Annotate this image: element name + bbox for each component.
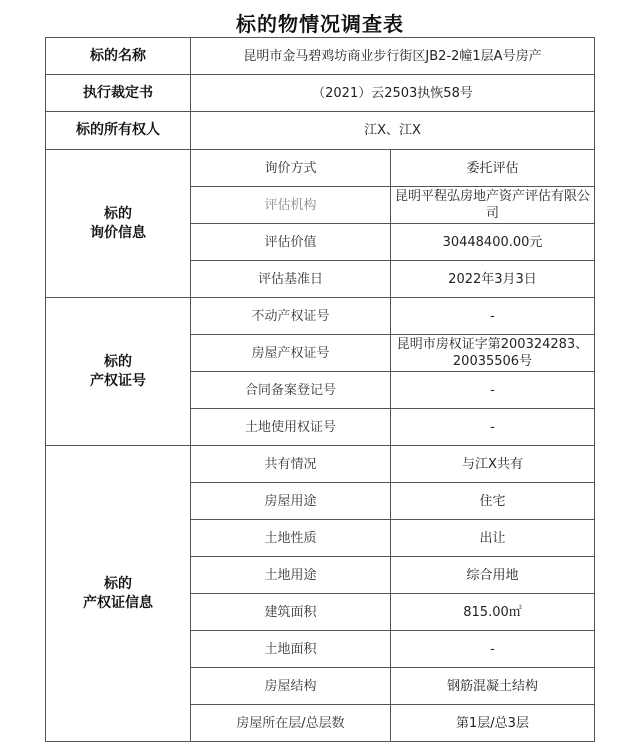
table-row [46,150,595,187]
item-value: 与江X共有 [391,446,595,483]
table-row [46,75,595,112]
item-label: 询价方式 [191,150,391,187]
item-label: 评估基准日 [191,261,391,298]
table-row [46,38,595,75]
item-value: 2022年3月3日 [391,261,595,298]
item-value: 出让 [391,520,595,557]
item-label: 评估价值 [191,224,391,261]
page-title: 标的物情况调查表 [236,12,404,36]
table-row [46,298,595,335]
group-label-property [46,446,191,742]
item-value: 昆明市房权证字第200324283、20035506号 [391,335,595,372]
item-label: 土地用途 [191,557,391,594]
item-label: 房屋结构 [191,668,391,705]
row-label-owner: 标的所有权人 [46,112,191,150]
table-row [46,446,595,483]
item-value: 815.00㎡ [391,594,595,631]
item-label: 房屋用途 [191,483,391,520]
item-value: 第1层/总3层 [391,705,595,742]
group-label-certificate [46,298,191,446]
survey-table [45,37,595,742]
item-value: 昆明平程弘房地产资产评估有限公司 [391,187,595,224]
group-label-line: 标的 [104,575,132,592]
item-value: 30448400.00元 [391,224,595,261]
item-value: - [391,298,595,335]
item-label: 土地性质 [191,520,391,557]
row-label-ruling: 执行裁定书 [46,75,191,112]
item-value: 综合用地 [391,557,595,594]
item-value: 住宅 [391,483,595,520]
item-label: 不动产权证号 [191,298,391,335]
item-value: 钢筋混凝土结构 [391,668,595,705]
item-value: - [391,409,595,446]
item-value: - [391,372,595,409]
row-value-owner: 江X、江X [191,112,595,150]
group-label-line: 产权证号 [90,372,146,389]
group-label-line: 产权证信息 [83,594,153,611]
item-label: 建筑面积 [191,594,391,631]
item-label: 评估机构 [191,187,391,224]
group-label-line: 标的 [104,205,132,222]
row-label-name: 标的名称 [46,38,191,75]
row-value-ruling: （2021）云2503执恢58号 [191,75,595,112]
item-label: 土地使用权证号 [191,409,391,446]
item-value: - [391,631,595,668]
item-label: 合同备案登记号 [191,372,391,409]
group-label-inquiry [46,150,191,298]
item-label: 土地面积 [191,631,391,668]
row-value-name: 昆明市金马碧鸡坊商业步行街区JB2-2幢1层A号房产 [191,38,595,75]
group-label-line: 标的 [104,353,132,370]
group-label-line: 询价信息 [90,224,146,241]
table-row [46,112,595,150]
item-label: 房屋所在层/总层数 [191,705,391,742]
item-label: 共有情况 [191,446,391,483]
item-value: 委托评估 [391,150,595,187]
item-label: 房屋产权证号 [191,335,391,372]
